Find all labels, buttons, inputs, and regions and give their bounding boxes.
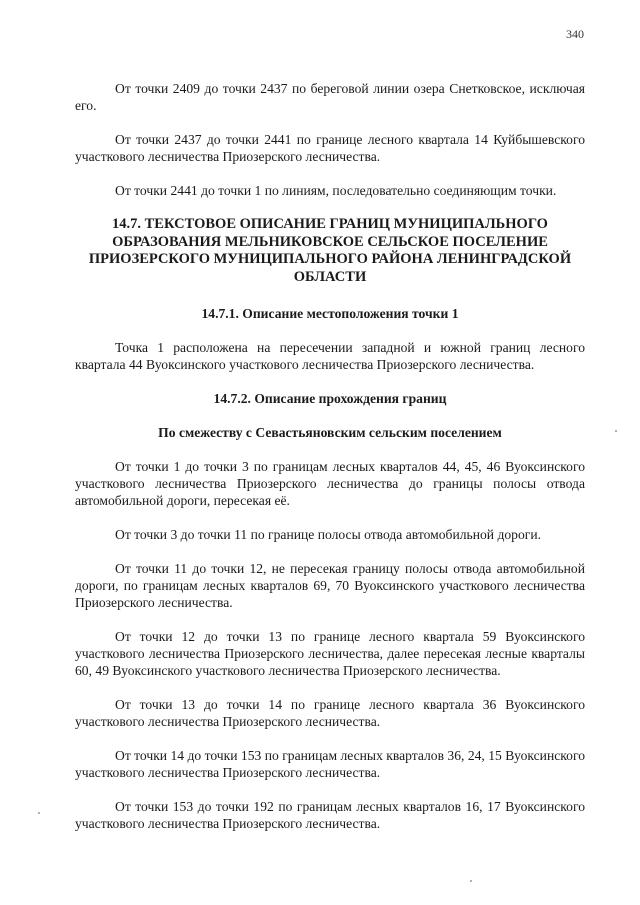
document-body — [75, 80, 585, 849]
paragraph-11-12: От точки 11 до точки 12, не пересекая границу полосы отвода автомобильной дороги, по границам лесных кварталов 69, 70 Вуоксинского участкового лесничества Приозерского лесничества. — [75, 561, 585, 610]
paragraph-1-3: От точки 1 до точки 3 по границам лесных кварталов 44, 45, 46 Вуоксинского участкового лесничества Приозерского лесничества до границы полосы отвода автомобильной дороги, пересекая её. — [75, 459, 585, 508]
paragraph-12-13: От точки 12 до точки 13 по границе лесного квартала 59 Вуоксинского участкового лесничества Приозерского лесничества, далее пересекая лесные кварталы 60, 49 Вуоксинского участкового лесничества Приозерского лесничества. — [75, 629, 585, 678]
paragraph-13-14: От точки 13 до точки 14 по границе лесного квартала 36 Вуоксинского участкового лесничества Приозерского лесничества. — [75, 697, 585, 729]
scan-speck — [615, 430, 617, 432]
paragraph-point-1-location: Точка 1 расположена на пересечении западной и южной границ лесного квартала 44 Вуоксинского участкового лесничества Приозерского лесничества. — [75, 340, 585, 372]
subsection-heading-boundaries: 14.7.2. Описание прохождения границ — [213, 391, 447, 406]
scan-speck — [470, 880, 472, 882]
paragraph-2409-2437: От точки 2409 до точки 2437 по береговой линии озера Снетковское, исключая его. — [75, 81, 585, 113]
page-number: 340 — [566, 27, 584, 41]
paragraph-153-192: От точки 153 до точки 192 по границам лесных кварталов 16, 17 Вуоксинского участкового лесничества Приозерского лесничества. — [75, 799, 585, 831]
section-heading: 14.7. ТЕКСТОВОЕ ОПИСАНИЕ ГРАНИЦ МУНИЦИПАЛЬНОГО ОБРАЗОВАНИЯ МЕЛЬНИКОВСКОЕ СЕЛЬСКОЕ ПОСЕЛЕНИЕ ПРИОЗЕРСКОГО МУНИЦИПАЛЬНОГО РАЙОНА ЛЕНИНГРАДСКОЙ ОБЛАСТИ — [88, 216, 572, 285]
paragraph-2441-1: От точки 2441 до точки 1 по линиям, последовательно соединяющим точки. — [115, 183, 557, 198]
scan-speck — [38, 812, 40, 814]
subsection-heading-point-location: 14.7.1. Описание местоположения точки 1 — [201, 306, 459, 321]
paragraph-2437-2441: От точки 2437 до точки 2441 по границе лесного квартала 14 Куйбышевского участкового лесничества Приозерского лесничества. — [75, 132, 585, 164]
paragraph-3-11: От точки 3 до точки 11 по границе полосы отвода автомобильной дороги. — [115, 527, 542, 542]
adjacency-heading: По смежеству с Севастьяновским сельским поселением — [158, 425, 502, 440]
paragraph-14-153: От точки 14 до точки 153 по границам лесных кварталов 36, 24, 15 Вуоксинского участкового лесничества Приозерского лесничества. — [75, 748, 585, 780]
